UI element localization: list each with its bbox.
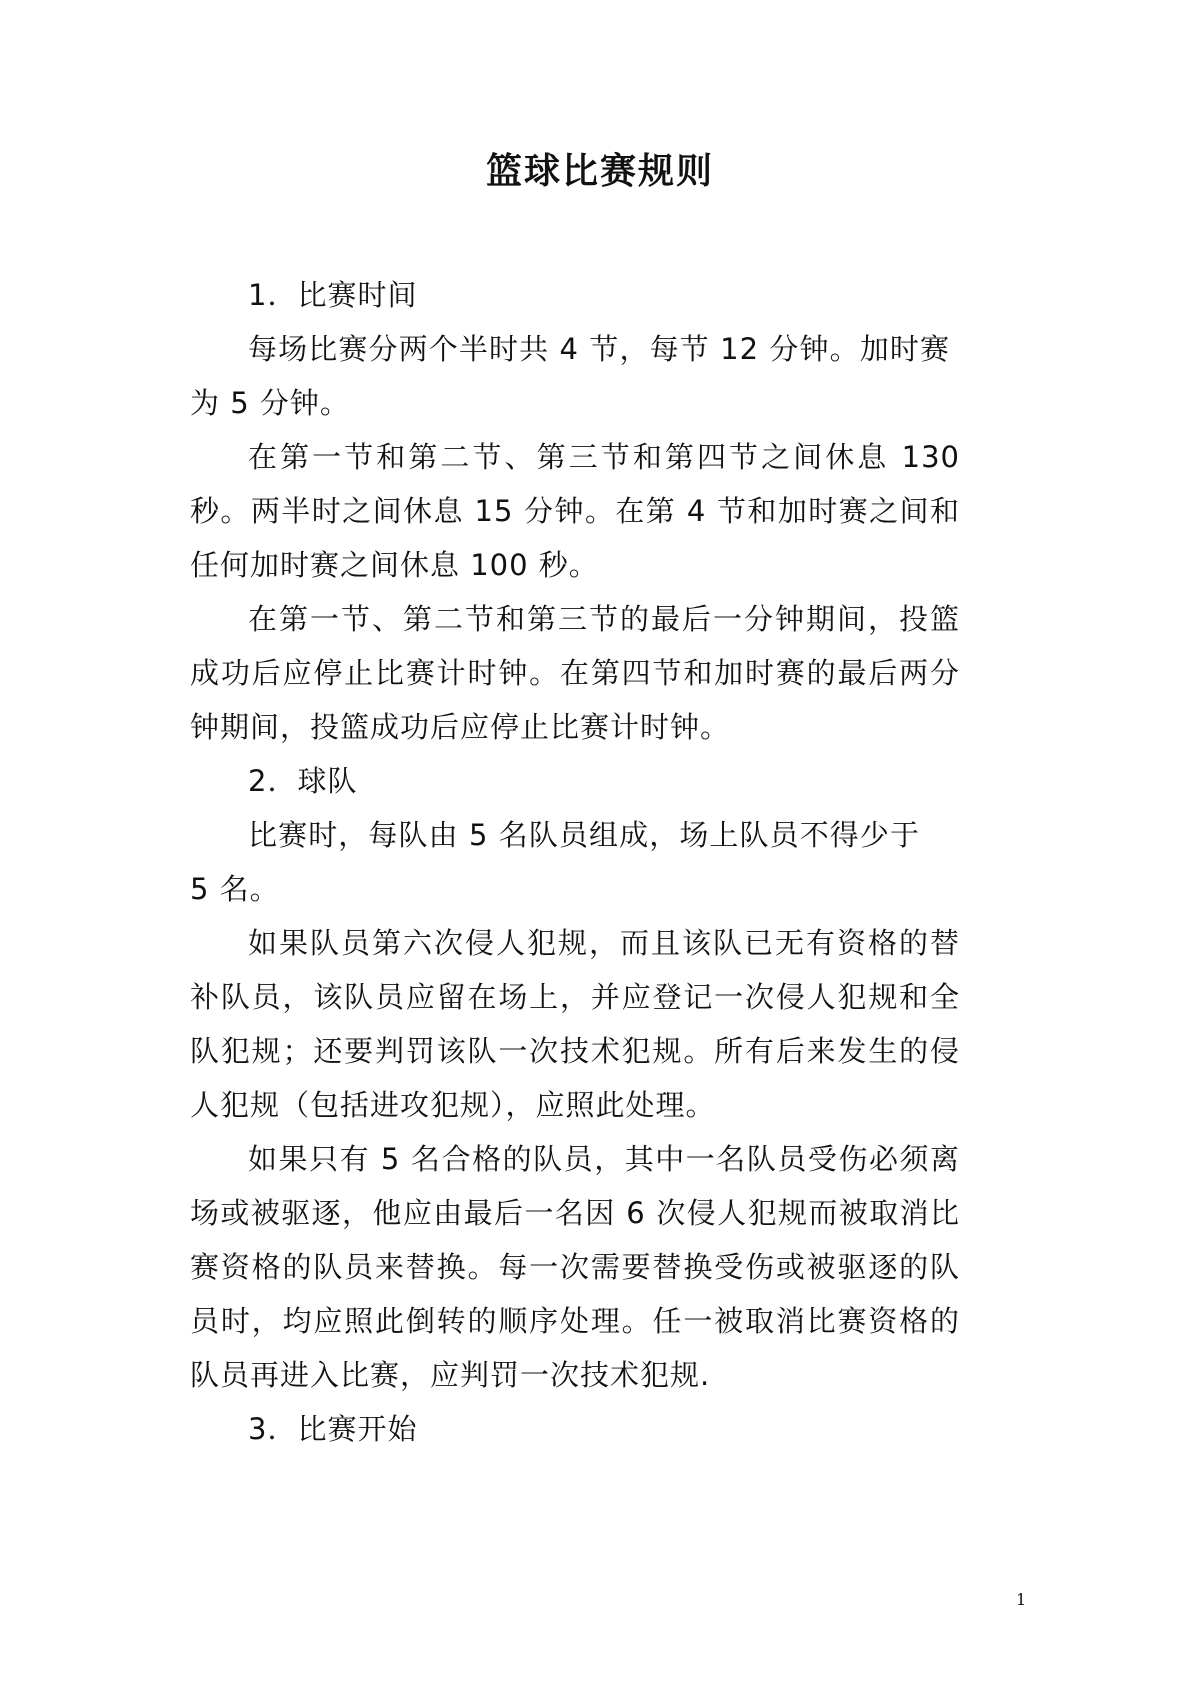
document-body (190, 268, 1010, 1456)
section-2-body (190, 808, 1010, 1402)
section-heading-2: 2．球队 (248, 764, 358, 798)
paragraph: 如果只有 5 名合格的队员，其中一名队员受伤必须离场或被驱逐，他应由最后一名因 6 次侵人犯规而被取消比赛资格的队员来替换。每一次需要替换受伤或被驱逐的队员时，均应照此倒转的顺序处理。任一被取消比赛资格的队员再进入比赛，应判罚一次技术犯规. (190, 1142, 960, 1392)
section-heading-1: 1．比赛时间 (248, 278, 418, 312)
paragraph: 比赛时，每队由 5 名队员组成，场上队员不得少于 5 名。 (190, 818, 920, 906)
document-title: 篮球比赛规则 (485, 151, 714, 192)
paragraph: 如果队员第六次侵人犯规，而且该队已无有资格的替补队员，该队员应留在场上，并应登记一次侵人犯规和全队犯规；还要判罚该队一次技术犯规。所有后来发生的侵人犯规（包括进攻犯规），应照此处理。 (190, 926, 960, 1122)
paragraph: 每场比赛分两个半时共 4 节，每节 12 分钟。加时赛为 5 分钟。 (190, 332, 950, 420)
page-number: 1 (1016, 1590, 1027, 1609)
section-1-body (190, 322, 1010, 754)
section-heading-3: 3．比赛开始 (248, 1412, 418, 1446)
paragraph: 在第一节、第二节和第三节的最后一分钟期间，投篮成功后应停止比赛计时钟。在第四节和加时赛的最后两分钟期间，投篮成功后应停止比赛计时钟。 (190, 602, 960, 744)
paragraph: 在第一节和第二节、第三节和第四节之间休息 130 秒。两半时之间休息 15 分钟。在第 4 节和加时赛之间和任何加时赛之间休息 100 秒。 (190, 440, 960, 582)
